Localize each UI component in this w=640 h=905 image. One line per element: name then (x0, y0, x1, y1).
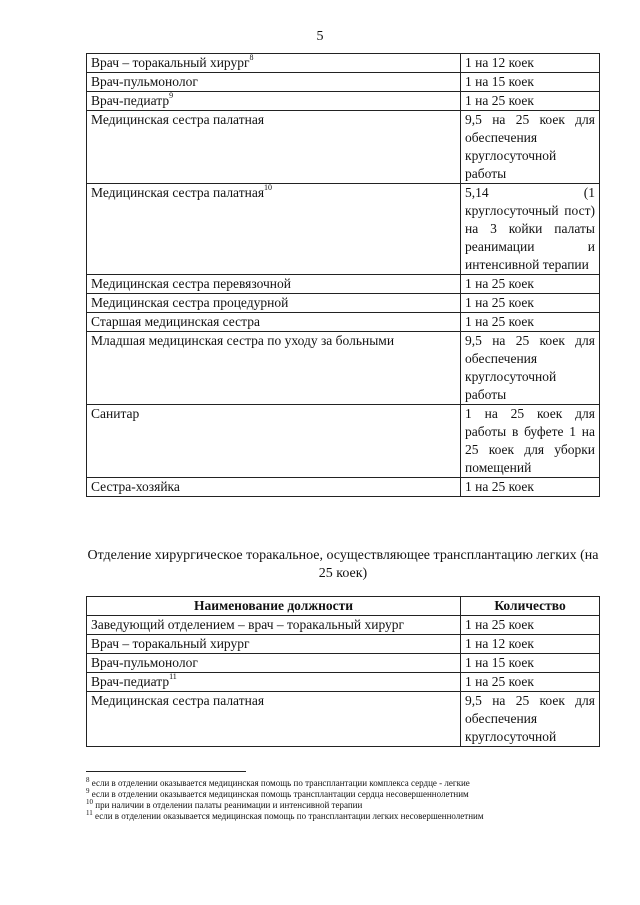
position-cell: Медицинская сестра процедурной (87, 294, 461, 313)
column-header-quantity: Количество (461, 597, 600, 616)
position-cell: Медицинская сестра палатная$^{10}$ (87, 184, 461, 275)
footnote-ref: 10 (264, 183, 273, 192)
page-number: 5 (316, 29, 324, 44)
position-cell: Санитар (87, 405, 461, 478)
table-row (87, 332, 600, 405)
quantity-cell: 9,5 на 25 коек для обеспечения круглосуточной работы (461, 111, 600, 184)
footnote: $^{10}$ при наличии в отделении палаты реанимации и интенсивной терапии (86, 798, 363, 810)
staffing-table-1 (86, 53, 600, 497)
position-cell: Врач – торакальный хирург$^8$ (87, 54, 461, 73)
table-header-row (87, 597, 600, 616)
position-cell: Врач-пульмонолог (87, 654, 461, 673)
position-cell: Заведующий отделением – врач – торакальный хирург (87, 616, 461, 635)
position-cell: Младшая медицинская сестра по уходу за больными (87, 332, 461, 405)
position-cell: Медицинская сестра перевязочной (87, 275, 461, 294)
quantity-cell: 1 на 12 коек (461, 635, 600, 654)
position-cell: Старшая медицинская сестра (87, 313, 461, 332)
footnote: $^9$ если в отделении оказывается медицинская помощь трансплантации сердца несовершеннолетним (86, 787, 469, 799)
footnote-mark: 8 (86, 776, 90, 784)
quantity-cell: 9,5 на 25 коек для обеспечения круглосуточной (461, 692, 600, 747)
table-row (87, 405, 600, 478)
footnote-mark: 9 (86, 787, 90, 795)
footnotes (86, 778, 606, 822)
quantity-cell: 1 на 12 коек (461, 54, 600, 73)
quantity-cell: 1 на 15 коек (461, 73, 600, 92)
table-row (87, 294, 600, 313)
footnote-mark: 10 (86, 798, 93, 806)
footnote-separator (86, 771, 246, 772)
position-cell: Медицинская сестра палатная (87, 692, 461, 747)
position-cell: Врач-педиатр$^{11}$ (87, 673, 461, 692)
footnote: $^8$ если в отделении оказывается медицинская помощь по трансплантации комплекса сердце - легкие (86, 776, 470, 788)
footnote: $^{11}$ если в отделении оказывается медицинская помощь по трансплантации легких несовершеннолетним (86, 809, 484, 821)
table-row (87, 92, 600, 111)
table-row (87, 654, 600, 673)
position-cell: Врач-педиатр$^9$ (87, 92, 461, 111)
table-row (87, 54, 600, 73)
position-cell: Сестра-хозяйка (87, 478, 461, 497)
quantity-cell: 1 на 25 коек (461, 478, 600, 497)
table-row (87, 478, 600, 497)
position-cell: Врач-пульмонолог (87, 73, 461, 92)
table-row (87, 275, 600, 294)
position-cell: Врач – торакальный хирург (87, 635, 461, 654)
footnote-ref: 11 (169, 672, 177, 681)
table-row (87, 616, 600, 635)
table-row (87, 673, 600, 692)
table-row (87, 635, 600, 654)
quantity-cell: 9,5 на 25 коек для обеспечения круглосуточной работы (461, 332, 600, 405)
staffing-table-2 (86, 596, 600, 747)
table-row (87, 111, 600, 184)
quantity-cell: 1 на 25 коек для работы в буфете 1 на 25 коек для уборки помещений (461, 405, 600, 478)
table-row (87, 692, 600, 747)
position-cell: Медицинская сестра палатная (87, 111, 461, 184)
footnote-ref: 9 (169, 91, 174, 100)
column-header-position: Наименование должности (87, 597, 461, 616)
quantity-cell: 1 на 25 коек (461, 294, 600, 313)
table-row (87, 73, 600, 92)
quantity-cell: 5,14 (1 круглосуточный пост) на 3 койки палаты реанимации и интенсивной терапии (461, 184, 600, 275)
section-heading: Отделение хирургическое торакальное, осуществляющее трансплантацию легких (на 25 коек) (87, 548, 599, 581)
table-row (87, 184, 600, 275)
quantity-cell: 1 на 15 коек (461, 654, 600, 673)
footnote-ref: 8 (249, 53, 254, 62)
quantity-cell: 1 на 25 коек (461, 313, 600, 332)
table-row (87, 313, 600, 332)
quantity-cell: 1 на 25 коек (461, 92, 600, 111)
quantity-cell: 1 на 25 коек (461, 275, 600, 294)
quantity-cell: 1 на 25 коек (461, 616, 600, 635)
quantity-cell: 1 на 25 коек (461, 673, 600, 692)
footnote-mark: 11 (86, 809, 93, 817)
